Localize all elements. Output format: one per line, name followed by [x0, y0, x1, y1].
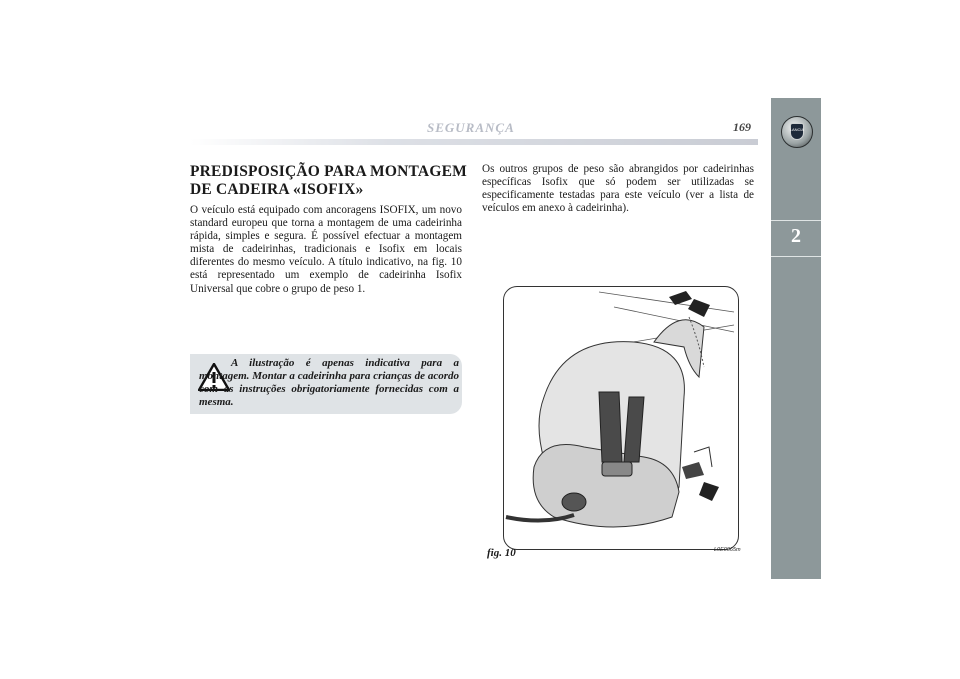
warning-box: [190, 354, 462, 414]
section-title: PREDISPOSIÇÃO PARA MONTAGEM DE CADEIRA «ISOFIX»: [190, 163, 467, 198]
side-tab: [771, 98, 821, 579]
chapter-number[interactable]: 2: [791, 225, 801, 247]
lancia-badge-icon: [781, 116, 813, 148]
figure-caption: fig. 10: [487, 547, 516, 559]
child-seat-illustration: [504, 287, 738, 549]
shield-icon: [790, 123, 804, 140]
tab-separator: [771, 220, 821, 221]
figure-code: L0E0065m: [714, 547, 741, 553]
figure-illustration: [503, 286, 739, 550]
body-paragraph-2: Os outros grupos de peso são abrangidos por cadeirinhas específicas Isofix que só podem ser utilizadas se especificamente testadas para este veículo (ver a lista de veículos em anexo à cadeirinha).: [482, 163, 754, 215]
body-paragraph-1: O veículo está equipado com ancoragens ISOFIX, um novo standard europeu que torna a montagem de uma cadeirinha rápida, simples e segura. É possível efectuar a montagem mista de cadeirinhas, tradicionais e Isofix em locais diferentes do mesmo veículo. A título indicativo, na fig. 10 está representado um exemplo de cadeirinha Isofix Universal que cobre o grupo de peso 1.: [190, 204, 462, 295]
badge-text: LANCIA: [789, 127, 805, 132]
header-rule: [190, 139, 758, 145]
tab-separator: [771, 256, 821, 257]
warning-text: A ilustração é apenas indicativa para a montagem. Montar a cadeirinha para crianças de acordo com as instruções obrigatoriamente fornecidas com a mesma.: [199, 357, 459, 408]
header-title: SEGURANÇA: [427, 120, 515, 135]
page-number: 169: [733, 120, 751, 134]
